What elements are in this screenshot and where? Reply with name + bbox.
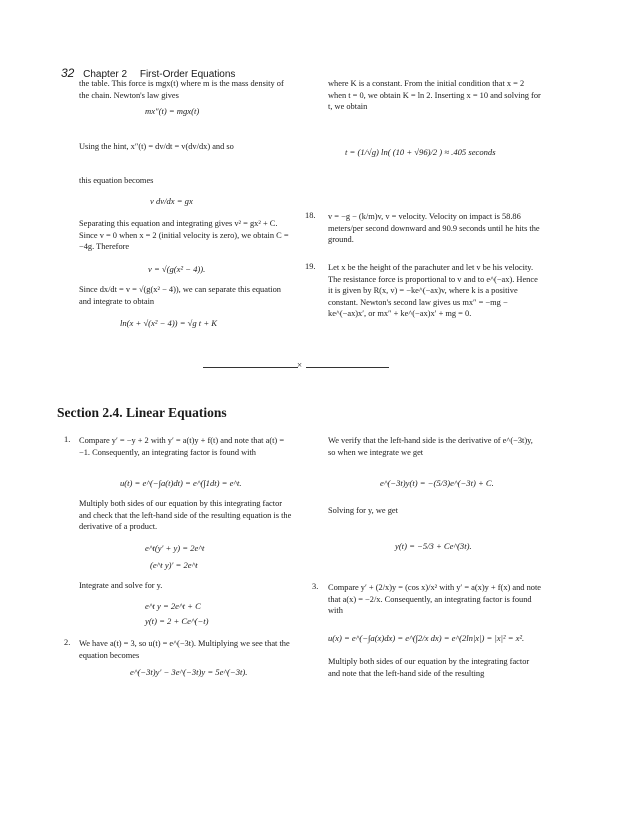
item-1-eq1: u(t) = e^(−∫a(t)dt) = e^(∫1dt) = e^t. — [120, 478, 242, 488]
top-left-eq4: ln(x + √(x² − 4)) = √g t + K — [120, 318, 218, 328]
item-1-p3: Integrate and solve for y. — [79, 581, 163, 590]
divider-right — [306, 367, 389, 368]
item-19-number: 19. — [305, 262, 316, 271]
top-left-p4: Separating this equation and integrating gives v² = gx² + C. Since v = 0 when x = 2 (initial velocity is zero), we obtain C = −4g. Therefore — [79, 219, 289, 252]
top-right-eq1: t = (1/√g) ln( (10 + √96)/2 ) ≈ .405 seconds — [345, 147, 496, 157]
top-right-p1: where K is a constant. From the initial condition that x = 2 when t = 0, we obtain K = ln 2. Inserting x = 10 and solving for t, we obtain — [328, 79, 541, 112]
top-left-p3: this equation becomes — [79, 176, 154, 185]
item-1-eq2: e^t(y′ + y) = 2e^t — [145, 543, 205, 553]
item-2-number: 2. — [64, 638, 71, 647]
item-18-number: 18. — [305, 211, 316, 220]
bottom-right-eq2: y(t) = −5/3 + Ce^(3t). — [395, 541, 472, 551]
page-number: 32 — [61, 66, 75, 80]
item-3-p1: Compare y′ + (2/x)y = (cos x)/x² with y′ = a(x)y + f(x) and note that a(x) = −2/x. Consequently, an integrating factor is found with — [328, 583, 541, 616]
chapter-title: First-Order Equations — [139, 69, 236, 80]
item-1-eq3: (e^t y)′ = 2e^t — [150, 560, 198, 570]
item-2-eq1: e^(−3t)y′ − 3e^(−3t)y = 5e^(−3t). — [130, 667, 248, 677]
top-left-eq2: v dv/dx = gx — [150, 196, 193, 206]
top-left-p5: Since dx/dt = v = √(g(x² − 4)), we can separate this equation and integrate to obtain — [79, 285, 281, 306]
top-left-eq3: v = √(g(x² − 4)). — [148, 264, 206, 274]
item-1-number: 1. — [64, 435, 71, 444]
item-18-text: v = −g − (k/m)v, v = velocity. Velocity on impact is 58.86 meters/per second downward and 90.9 seconds until he hits the ground. — [328, 212, 540, 245]
item-3-p2: Multiply both sides of our equation by the integrating factor and note that the left-hand side of the resulting — [328, 657, 530, 678]
top-left-eq1: mx″(t) = mgx(t) — [145, 106, 200, 116]
item-3-number: 3. — [312, 582, 319, 591]
item-3-eq1: u(x) = e^(−∫a(x)dx) = e^(∫2/x dx) = e^(2ln|x|) = |x|² = x². — [328, 633, 525, 643]
item-1-p2: Multiply both sides of our equation by this integrating factor and check that the left-hand side of the resulting equation is the derivative of a product. — [79, 499, 292, 532]
item-1-eq5: y(t) = 2 + Ce^(−t) — [145, 616, 209, 626]
item-2-p1: We have a(t) = 3, so u(t) = e^(−3t). Multiplying we see that the equation becomes — [79, 639, 290, 660]
top-left-p2: Using the hint, x″(t) = dv/dt = v(dv/dx) and so — [79, 142, 234, 151]
bottom-right-eq1: e^(−3t)y(t) = −(5/3)e^(−3t) + C. — [380, 478, 494, 488]
item-19-text: Let x be the height of the parachuter and let v be his velocity. The resistance force is proportional to v and to e^(−ax). Hence it is given by R(x, v) = −ke^(−ax)v, where k is a positive constant. Newton's second law gives us mx″ = −mg − ke^(−ax)x′, or mx″ + ke^(−ax)x′ + mg = 0. — [328, 263, 538, 319]
item-1-p1: Compare y′ = −y + 2 with y′ = a(t)y + f(t) and note that a(t) = −1. Consequently, an integrating factor is found with — [79, 436, 285, 457]
bottom-right-p1: We verify that the left-hand side is the derivative of e^(−3t)y, so when we integrate we get — [328, 436, 533, 457]
top-left-p1: the table. This force is mgx(t) where m is the mass density of the chain. Newton's law gives — [79, 79, 284, 100]
section-title: Section 2.4. Linear Equations — [57, 405, 227, 420]
item-1-eq4: e^t y = 2e^t + C — [145, 601, 201, 611]
bottom-right-p2: Solving for y, we get — [328, 506, 398, 515]
divider-mark: × — [297, 360, 303, 370]
chapter-label: Chapter 2 — [83, 69, 128, 80]
divider-left — [203, 367, 298, 368]
